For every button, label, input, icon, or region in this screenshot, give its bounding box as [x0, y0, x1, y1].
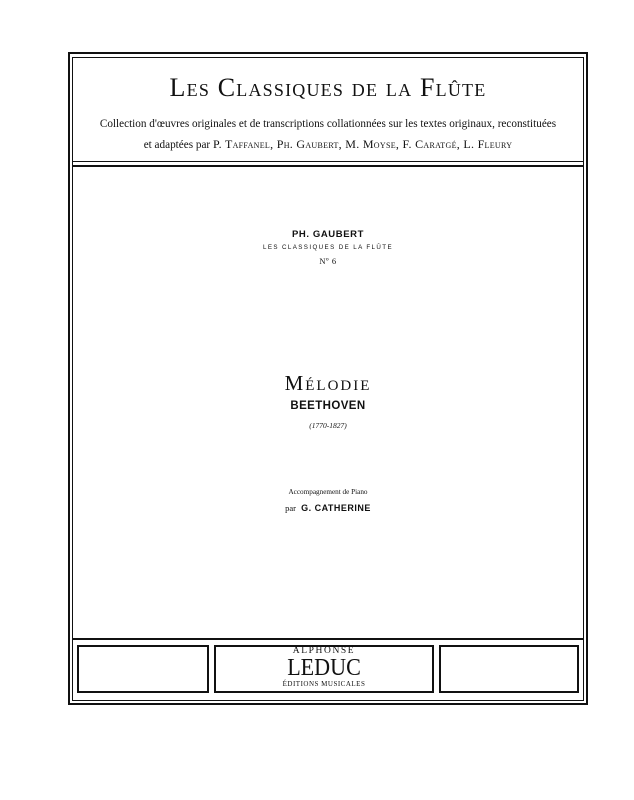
accompaniment-arranger-name: G. CATHERINE	[301, 503, 371, 513]
header-divider-thick	[72, 165, 584, 167]
footer-divider	[72, 638, 584, 640]
series-number: Nº 6	[319, 256, 337, 266]
series-arranger: PH. GAUBERT	[291, 229, 365, 240]
publisher-logo-name: LEDUC	[287, 655, 361, 681]
editors-names: P. Taffanel, Ph. Gaubert, M. Moyse, F. Caratgé, L. Fleury	[212, 137, 513, 151]
composer-name: BEETHOVEN	[290, 400, 366, 412]
header-divider	[72, 161, 584, 162]
series-title: Les Classiques de la Flûte	[169, 73, 487, 102]
footer-panel-right	[439, 645, 579, 693]
collection-editors-line	[72, 138, 584, 151]
publisher-subtitle: ÉDITIONS MUSICALES	[282, 680, 366, 688]
accompaniment-par: par	[285, 503, 296, 513]
footer-panel-left	[77, 645, 209, 693]
editors-prefix: et adaptées par	[143, 139, 211, 151]
publisher-firstname: ALPHONSE	[292, 646, 356, 656]
composer-dates: (1770-1827)	[309, 421, 347, 430]
collection-description: Collection d'œuvres originales et de transcriptions collationnées sur les textes originaux, reconstituées	[99, 118, 557, 130]
series-name-small: LES CLASSIQUES DE LA FLÛTE	[263, 244, 393, 251]
accompaniment-label: Accompagnement de Piano	[288, 488, 368, 496]
work-title: Mélodie	[284, 371, 372, 395]
accompaniment-arranger-line	[72, 503, 584, 513]
